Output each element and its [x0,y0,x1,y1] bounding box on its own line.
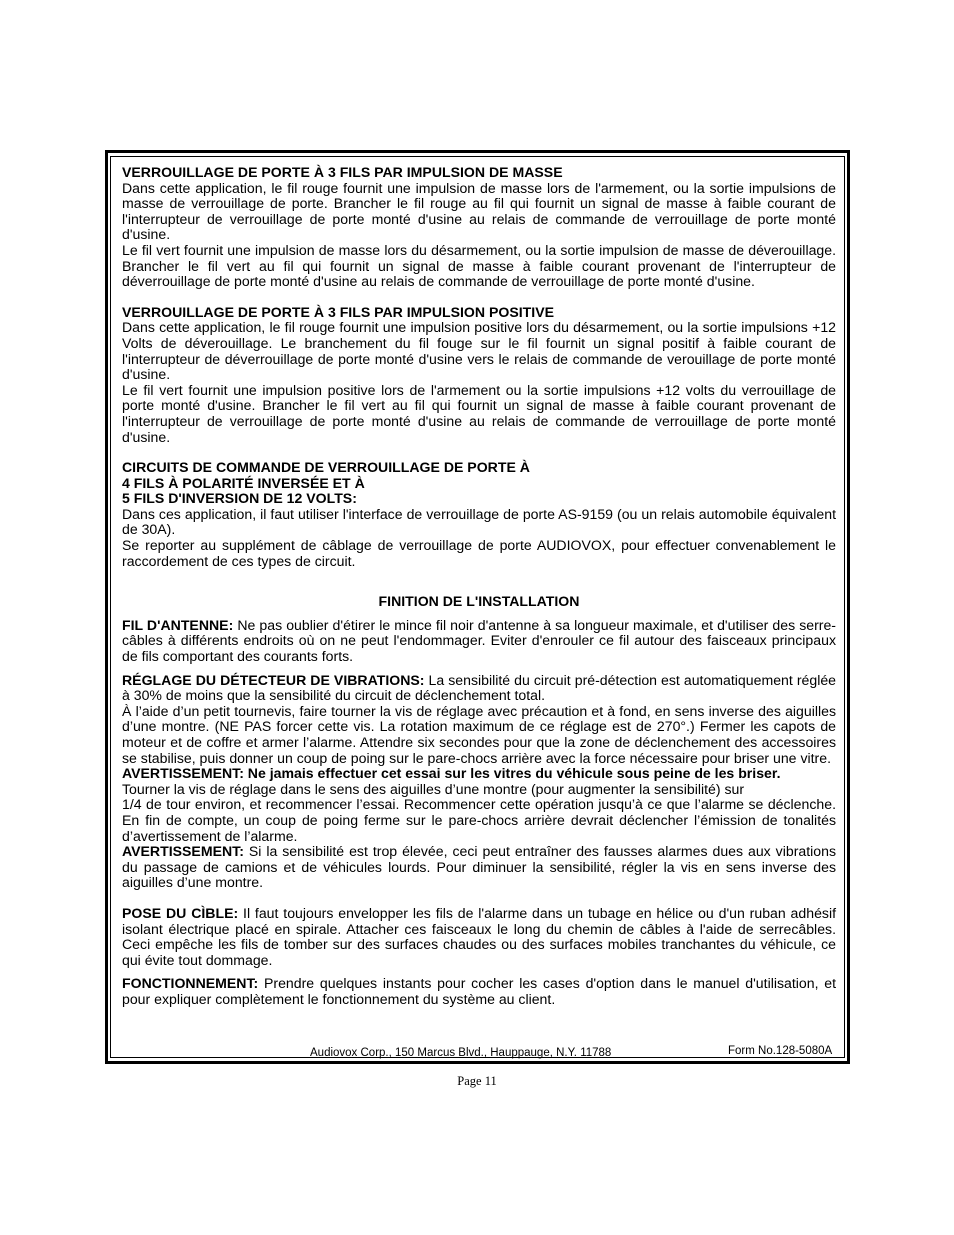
section-title-positive: VERROUILLAGE DE PORTE À 3 FILS PAR IMPULSION POSITIVE [122,303,554,320]
page-number: Page 11 [457,1074,497,1088]
section-title-circuits: CIRCUITS DE COMMANDE DE VERROUILLAGE DE PORTE À [122,459,530,476]
paragraph: À l’aide d’un petit tournevis, faire tourner la vis de réglage avec précaution et à fond, en sens inverse des aiguilles d’une montre. (NE PAS forcer cette vis. La rotation maximum de ce réglage est de 270°.) Fermer les capots de moteur et de coffre et armer l’alarme. Attendre six secondes pour que la zone de déclenchement des accessoires se stabilise, puis donner un coup de poing sur le pare-chocs arrière avec la force nécessaire pour briser une vitre. [122,702,836,766]
footer-form-number: Form No.128-5080A [728,1045,833,1057]
paragraph: Dans ces application, il faut utiliser l'interface de verrouillage de porte AS-9159 (ou un relais automobile équivalent de 30A). [122,505,836,538]
section-title-masse: VERROUILLAGE DE PORTE À 3 FILS PAR IMPULSION DE MASSE [122,164,563,180]
label: RÉGLAGE DU DÉTECTEUR DE VIBRATIONS: [122,671,425,688]
paragraph-fonctionnement: FONCTIONNEMENT: Prendre quelques instants pour cocher les cases d'option dans le manuel d'utilisation, et pour expliquer complètement le fonctionnement du système au client. [122,975,836,1007]
paragraph-reglage: RÉGLAGE DU DÉTECTEUR DE VIBRATIONS: La sensibilité du circuit pré-détection est automatiquement réglée à 30% de moins que la sensibilité du circuit de déclenchement total. [122,671,836,704]
label: FIL D'ANTENNE: [122,616,234,633]
paragraph: Se reporter au supplément de câblage de verrouillage de porte AUDIOVOX, pour effectuer convenablement le raccordement de ces types de circuit. [122,537,836,569]
paragraph: Dans cette application, le fil rouge fournit une impulsion positive lors du désarmement, ou la sortie impulsions +12 Volts de déverouillage. Le branchement du fil fouge sur le fil fournit un signal positif à faible courant de l'interrupteur de déverrouillage de porte monté d'usine vers le relais de commande de verouillage de porte monté d'usine. [122,319,836,383]
paragraph-avertissement: AVERTISSEMENT: Si la sensibilité est trop élevée, ceci peut entraîner des fausses alarmes dues aux vibrations du passage de camions et de véhicules lourds. Pour diminuer la sensibilité, régler la vis en sens inverse des aiguilles d’une montre. [122,843,836,891]
section-title-circuits: 5 FILS D'INVERSION DE 12 VOLTS: [122,490,357,507]
section-title-circuits: 4 FILS À POLARITÉ INVERSÉE ET À [122,474,365,491]
paragraph: Le fil vert fournit une impulsion positive lors de l'armement ou la sortie impulsions +12 volts du verrouillage de porte monté d'usine. Brancher le fil vert au fil qui fournit un signal de masse à faible courant provenant de l'interrupteur de verrouillage de porte monté d'usine au relais de commande de verrouillage de porte monté d'usine. [122,381,836,445]
section-title-finition: FINITION DE L'INSTALLATION [378,593,580,610]
paragraph: Dans cette application, le fil rouge fournit une impulsion de masse lors de l'armement, ou la sortie impulsions de masse de verrouillage de porte. Brancher le fil rouge au fil qui fournit un signal de masse à faible courant de l'interrupteur de verrouillage de porte monté d'usine au relais de commande de verrouillage de porte monté d'usine. [122,179,836,243]
label: AVERTISSEMENT: [122,843,244,860]
paragraph-pose: POSE DU CÌBLE: Il faut toujours envelopper les fils de l'alarme dans un tubage en hélice ou d'un ruban adhésif isolant électrique placé en spirale. Attacher ces faisceaux le long du chemin de câbles à l'aide de serrecâbles. Ceci empêche les fils de tomber sur des surfaces chaudes ou des surfaces mobiles tranchantes du véhicule, ce qui évite tout dommage. [122,904,836,968]
paragraph: Tourner la vis de réglage dans le sens des aiguilles d’une montre (pour augmenter la sensibilité) sur [122,780,745,797]
footer-address: Audiovox Corp., 150 Marcus Blvd., Hauppauge, N.Y. 11788 [310,1047,612,1059]
paragraph-antenne: FIL D'ANTENNE: Ne pas oublier d'étirer le mince fil noir d'antenne à sa longueur maximale, et d'utiliser des serre-câbles à différents endroits où on ne peut l'endommager. Eviter d'enrouler ce fil autour des faisceaux principaux de fils comportant des courants forts. [122,616,836,665]
label: FONCTIONNEMENT: [122,975,259,992]
manual-content [122,165,836,1008]
warning: AVERTISSEMENT: Ne jamais effectuer cet essai sur les vitres du véhicule sous peine de les briser. [122,765,781,782]
paragraph: 1/4 de tour environ, et recommencer l’essai. Recommencer cette opération jusqu’à ce que l’alarme se déclenche. En fin de compte, un coup de poing ferme sur le pare-chocs arrière devrait déclencher l’émission de tonalités d’avertissement de l’alarme. [122,796,836,844]
paragraph: Le fil vert fournit une impulsion de masse lors du désarmement, ou la sortie impulsion de masse de déverouillage. Brancher le fil vert au fil qui fournit un signal de masse à faible courant provenant de l'interrupteur de déverrouillage de porte monté d'usine au relais de commande de verrouillage de porte monté d'usine. [122,241,836,290]
label: POSE DU CÌBLE: [122,904,239,921]
